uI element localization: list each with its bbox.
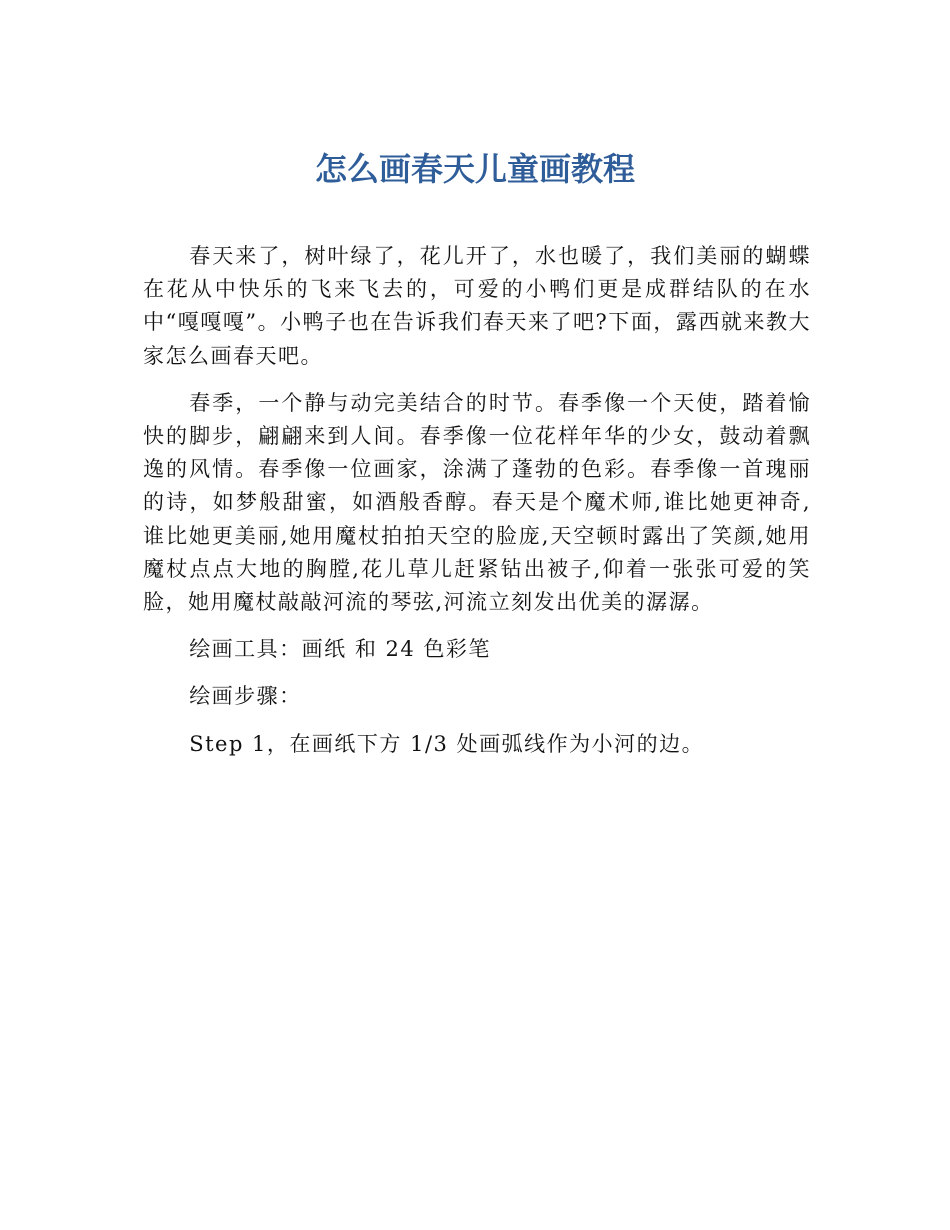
paragraph-tools: 绘画工具：画纸 和 24 色彩笔 — [189, 637, 491, 662]
document-title: 怎么画春天儿童画教程 — [314, 150, 635, 188]
paragraph-spring: 春季，一个静与动完美结合的时节。春季像一个天使，踏着愉快的脚步，翩翩来到人间。春季像一位花样年华的少女，鼓动着飘逸的风情。春季像一位画家，涂满了蓬勃的色彩。春季像一首瑰丽的诗，如梦般甜蜜，如酒般香醇。春天是个魔术师,谁比她更神奇,谁比她更美丽,她用魔杖拍拍天空的脸庞,天空顿时露出了笑颜,她用魔杖点点大地的胸膛,花儿草儿赶紧钻出被子,仰着一张张可爱的笑脸，她用魔杖敲敲河流的琴弦,河流立刻发出优美的潺潺。 — [143, 390, 811, 615]
paragraph-steps-heading: 绘画步骤： — [189, 684, 302, 709]
paragraph-intro: 春天来了，树叶绿了，花儿开了，水也暖了，我们美丽的蝴蝶在花从中快乐的飞来飞去的，可爱的小鸭们更是成群结队的在水中“嘎嘎嘎”。小鸭子也在告诉我们春天来了吧?下面，露西就来教大家怎么画春天吧。 — [143, 244, 811, 368]
paragraph-step-1: Step 1，在画纸下方 1/3 处画弧线作为小河的边。 — [189, 731, 705, 756]
document-body — [143, 240, 811, 775]
